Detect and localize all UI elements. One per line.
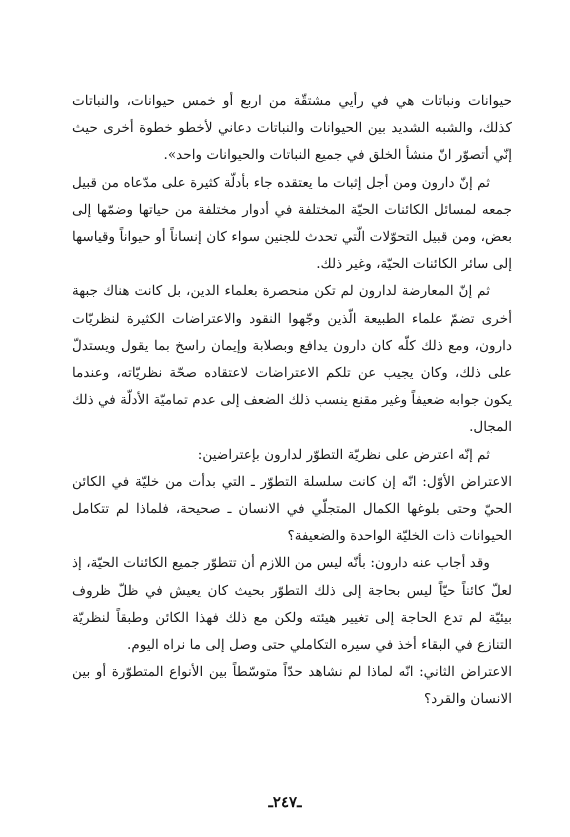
page-number: ـ٢٤٧ـ: [268, 793, 302, 811]
paragraph-2: ثم إنّ دارون ومن أجل إثبات ما يعتقده جاء بأدلّة كثيرة على مدّعاه من قبيل جمعه لمسائل الكائنات الحيّة المختلفة في أدوار مختلفة من حياتها وضمّها إلى بعض، ومن قبيل التحوّلات الّتي تحدث للجنين سواء كان إنساناً أو حيواناً وقياسها إلى سائر الكائنات الحيّة، وغير ذلك.: [72, 174, 512, 273]
page-body: [72, 88, 512, 788]
paragraph-6: وقد أجاب عنه دارون: بأنّه ليس من اللازم أن تتطوّر جميع الكائنات الحيّة، إذ لعلّ كائناً حيّاً ليس بحاجة إلى ذلك التطوّر بحيث كان يعيش في ظلّ ظروف بيئيّة لم تدع الحاجة إلى تغيير هيئته ولكن مع ذلك فهذا الكائن وطبقاً لنظريّة التنازع في البقاء أخذ في سيره التكاملي حتى وصل إلى ما نراه اليوم.: [72, 555, 512, 654]
paragraph-4: ثم إنّه اعترض على نظريّة التطوّر لدارون بإعتراضين:: [197, 446, 490, 463]
paragraph-3: ثم إنّ المعارضة لدارون لم تكن منحصرة بعلماء الدين، بل كانت هناك جبهة أخرى تضمّ علماء الطبيعة الّذين وجّهوا النقود والاعتراضات الكثيرة لنظريّات دارون، ومع ذلك كلّه كان دارون يدافع وبصلابة وإيمان راسخ بما يقول ويستدلّ على ذلك، وكان يجيب عن تلكم الاعتراضات لاعتقاده صحّة نظريّاته، وعندما يكون جوابه ضعيفاً وغير مقنع ينسب ذلك الضعف إلى عدم تماميّة الأدلّة في ذلك المجال.: [72, 283, 512, 436]
paragraph-5: الاعتراض الأوّل: انّه إن كانت سلسلة التطوّر ـ التي بدأت من خليّة في الكائن الحيّ وحتى بلوغها الكمال المتجلّي في الانسان ـ صحيحة، فلماذا لم تتكامل الحيوانات ذات الخليّة الواحدة والضعيفة؟: [72, 473, 512, 545]
paragraph-1: حيوانات ونباتات هي في رأيي مشتقّة من اربع أو خمس حيوانات، والنباتات كذلك، والشبه الشديد بين الحيوانات والنباتات دعاني لأخطو خطوة أخرى حيث إنّي أتصوّر انّ منشأ الخلق في جميع النباتات والحيوانات واحد».: [72, 93, 512, 164]
paragraph-7: الاعتراض الثاني: انّه لماذا لم نشاهد حدّاً متوسّطاً بين الأنواع المتطوّرة أو بين الانسان والقرد؟: [72, 664, 512, 708]
